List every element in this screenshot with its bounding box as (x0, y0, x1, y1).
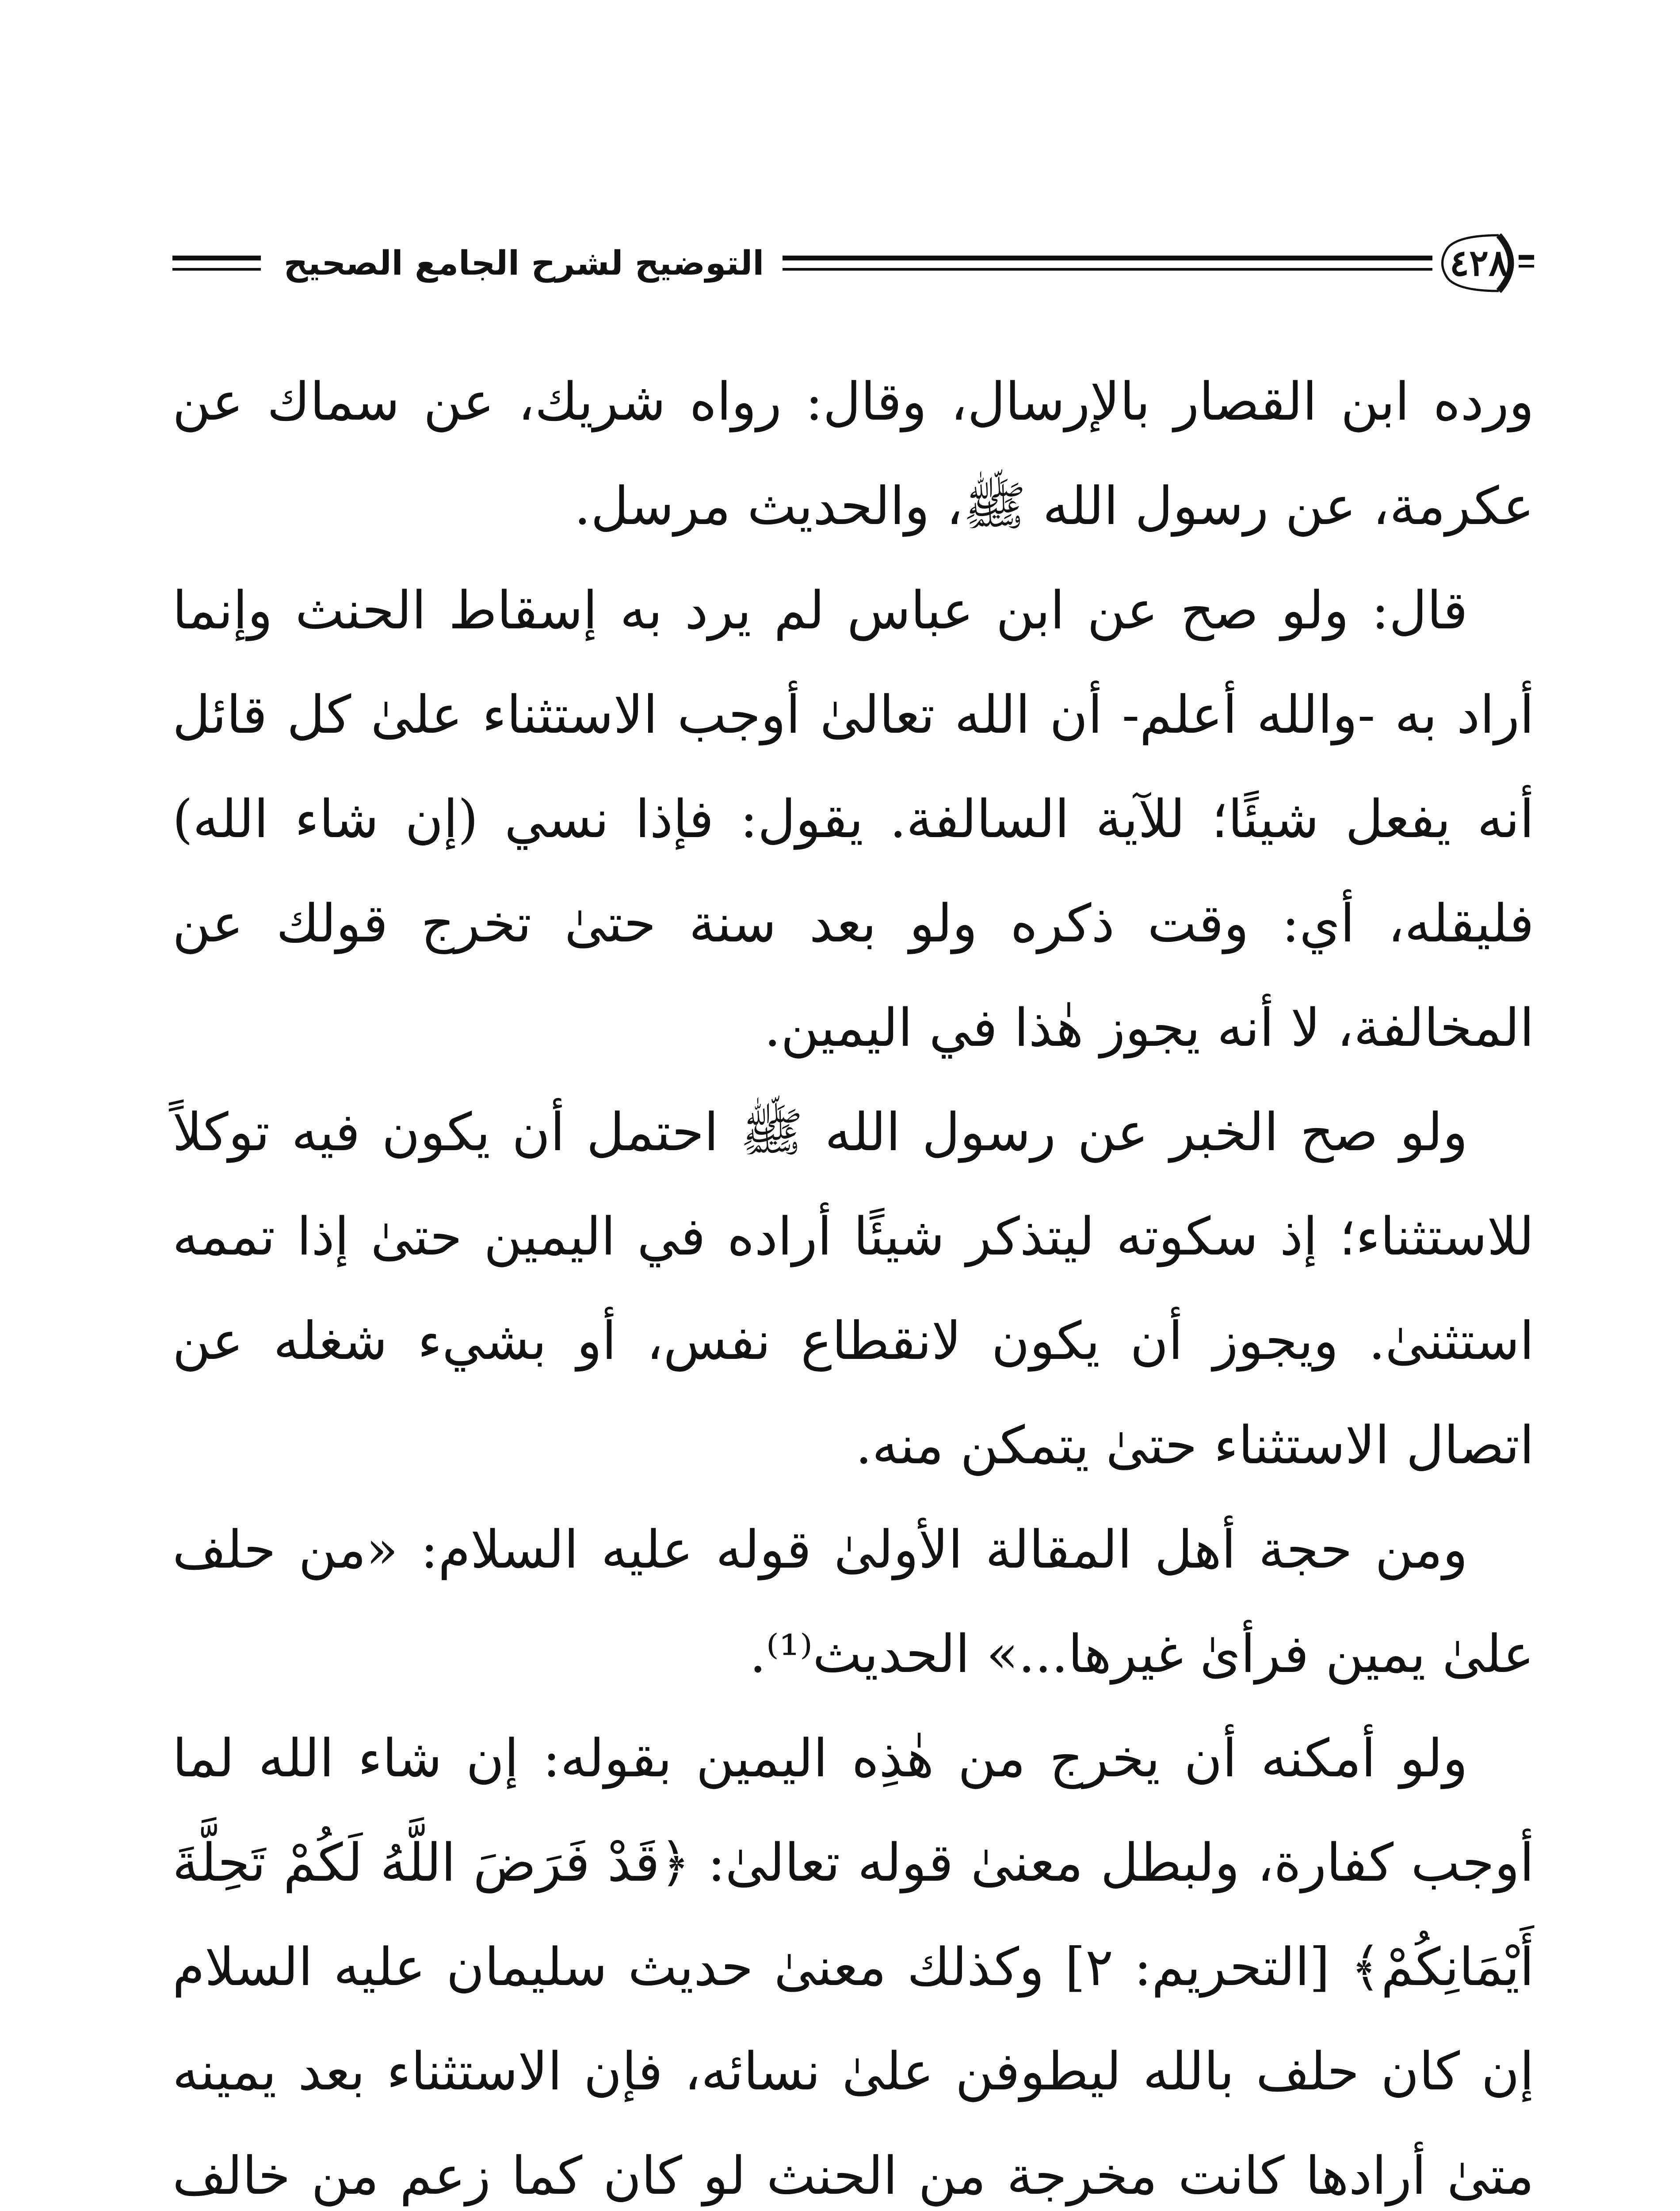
page-number-badge (1432, 230, 1534, 296)
paragraph: ولو صح الخبر عن رسول الله ﷺ احتمل أن يكون فيه توكلاً للاستثناء؛ إذ سكوته ليتذكر شيئًا أراده في اليمين حتىٰ إذا تممه استثنىٰ. ويجوز أن يكون لانقطاع نفس، أو بشيء شغله عن اتصال الاستثناء حتىٰ يتمكن منه. (172, 1102, 1534, 1476)
paragraph: ولو أمكنه أن يخرج من هٰذِه اليمين بقوله: إن شاء الله لما أوجب كفارة، ولبطل معنىٰ قوله تعالىٰ: ﴿قَدْ فَرَضَ اللَّهُ لَكُمْ تَحِلَّةَ أَيْمَانِكُمْ﴾ [التحريم: ٢] وكذلك معنىٰ حديث سليمان عليه السلام إن كان حلف بالله ليطوفن علىٰ نسائه، فإن الاستثناء بعد يمينه متىٰ أرادها كانت مخرجة من الحنث لو كان كما زعم من خالف (172, 1728, 1534, 2206)
page-header (172, 230, 1534, 296)
paragraph: ومن حجة أهل المقالة الأولىٰ قوله عليه السلام: «من حلف علىٰ يمين فرأىٰ غيرها...» الحديث⁽¹⁾. (172, 1519, 1534, 1684)
main-text (172, 349, 1534, 2211)
running-title: التوضيح لشرح الجامع الصحيح (283, 243, 764, 283)
header-rule-right (783, 256, 1432, 271)
paragraph: قال: ولو صح عن ابن عباس لم يرد به إسقاط الحنث وإنما أراد به -والله أعلم- أن الله تعالىٰ أوجب الاستثناء علىٰ كل قائل أنه يفعل شيئًا؛ للآية السالفة. يقول: فإذا نسي (إن شاء الله) فليقله، أي: وقت ذكره ولو بعد سنة حتىٰ تخرج قولك عن المخالفة، لا أنه يجوز هٰذا في اليمين. (172, 580, 1534, 1058)
page-number: ٤٢٨ (1449, 242, 1508, 284)
header-rule-left (172, 256, 261, 271)
paragraph: ورده ابن القصار بالإرسال، وقال: رواه شريك، عن سماك عن عكرمة، عن رسول الله ﷺ، والحديث مرسل. (172, 371, 1534, 536)
